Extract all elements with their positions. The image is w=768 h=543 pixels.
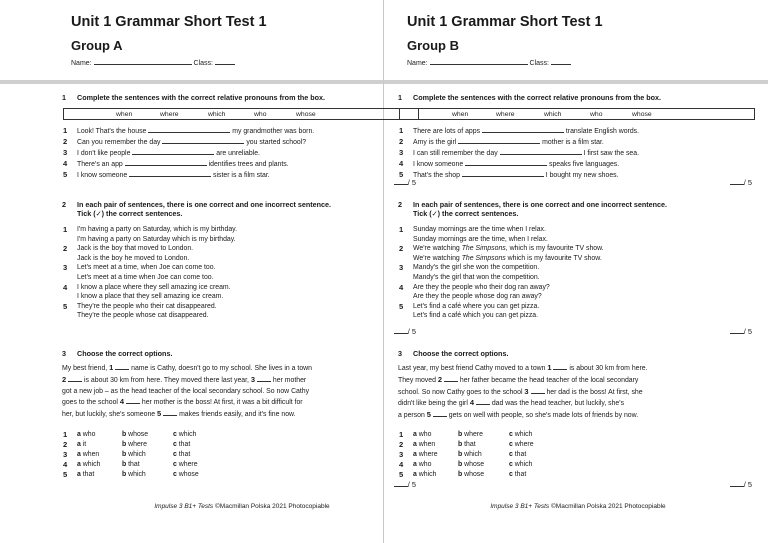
list-item: 3 I don't like people are unreliable.: [63, 148, 260, 157]
name-field[interactable]: [430, 58, 528, 65]
list-item[interactable]: 1 I'm having a party on Saturday, which is my birthday. I'm having a party on Saturday which is my birthday.: [63, 225, 237, 243]
name-field[interactable]: [94, 58, 192, 65]
option-a[interactable]: a which: [413, 471, 437, 478]
exercise-2-score: / 5: [730, 327, 752, 336]
list-item: 4 I know someone speaks five languages.: [399, 159, 620, 168]
exercise-3-instruction: 3 Choose the correct options.: [62, 349, 173, 358]
footer: Impulse 3 B1+ Tests ©Macmillan Polska 2021 Photocopiable: [490, 503, 666, 510]
option-row: 2 a when b that c where: [399, 440, 534, 449]
answer-gap[interactable]: [462, 170, 544, 177]
answer-gap[interactable]: [129, 170, 211, 177]
option-b[interactable]: b whose: [458, 461, 485, 468]
test-title: Unit 1 Grammar Short Test 1: [71, 14, 267, 30]
option-b[interactable]: b that: [458, 441, 476, 448]
option-c[interactable]: c where: [173, 461, 198, 468]
answer-gap[interactable]: [476, 398, 490, 405]
option-row: 5 a which b whose c that: [399, 470, 527, 479]
option-row: 3 a where b which c that: [399, 450, 527, 459]
list-item[interactable]: 1 Sunday mornings are the time when I relax. Sunday mornings are the time, when I relax.: [399, 225, 548, 243]
list-item: 5 I know someone sister is a film star.: [63, 170, 270, 179]
exercise-3-text: My best friend, 1 name is Cathy, doesn't go to my school. She lives in a town 2 is about 30 km from here. They moved there last year, 3 her mother got a new job – as the head teacher of the local secondary school. So now Cathy goes to the school 4 her mother is the boss! At first, it was a bit difficult for her, but luckily, she's someone 5 makes friends easily, and it's fine now.: [62, 363, 312, 419]
answer-gap[interactable]: [444, 375, 458, 382]
option-c[interactable]: c which: [509, 431, 533, 438]
exercise-2-pairs: [398, 225, 758, 321]
box-word: where: [160, 111, 179, 118]
option-a[interactable]: a that: [77, 471, 95, 478]
exercise-1-score: / 5: [394, 178, 416, 187]
answer-gap[interactable]: [482, 126, 564, 133]
box-word: where: [496, 111, 515, 118]
answer-gap[interactable]: [465, 159, 547, 166]
option-c[interactable]: c where: [509, 441, 534, 448]
class-field[interactable]: [551, 58, 571, 65]
option-row: 2 a it b where c that: [63, 440, 191, 449]
option-row: 1 a who b where c which: [399, 430, 533, 439]
box-word: whose: [632, 111, 652, 118]
test-group-a: [62, 0, 422, 543]
answer-gap[interactable]: [257, 375, 271, 382]
group-label: Group B: [407, 38, 459, 53]
footer: Impulse 3 B1+ Tests ©Macmillan Polska 2021 Photocopiable: [154, 503, 330, 510]
option-a[interactable]: a when: [77, 451, 100, 458]
option-a[interactable]: a when: [413, 441, 436, 448]
exercise-3-options: [62, 430, 262, 480]
list-item[interactable]: 5 Let's find a café where you can get pizza. Let's find a café which you can get pizza.: [399, 301, 540, 320]
option-row: 1 a who b whose c which: [63, 430, 197, 439]
option-c[interactable]: c which: [509, 461, 533, 468]
option-a[interactable]: a who: [413, 461, 432, 468]
box-word: which: [544, 111, 562, 118]
word-box: [399, 108, 755, 120]
list-item[interactable]: 4 I know a place where they sell amazing ice cream. I know a place that they sell amazing ice cream.: [63, 282, 231, 301]
exercise-3-score: / 5: [730, 480, 752, 489]
option-row: 5 a that b which c whose: [63, 470, 199, 479]
name-label: Name:: [407, 60, 428, 67]
option-a[interactable]: a which: [77, 461, 101, 468]
list-item[interactable]: 3 Let's meet at a time, when Joe can come too. Let's meet at a time when Joe can come too.: [63, 263, 216, 281]
answer-gap[interactable]: [115, 363, 129, 370]
list-item: 1 There are lots of apps translate English words.: [399, 126, 640, 135]
box-word: who: [590, 111, 603, 118]
exercise-1-score: / 5: [730, 178, 752, 187]
list-item: 4 There's an app identifies trees and plants.: [63, 159, 289, 168]
list-item[interactable]: 3 Mandy's the girl she won the competition. Mandy's the girl that won the competition.: [399, 263, 540, 281]
list-item[interactable]: 2 We're watching The Simpsons, which is my favourite TV show. We're watching The Simpsons which is my favourite TV show.: [399, 244, 604, 262]
class-field[interactable]: [215, 58, 235, 65]
box-word: who: [254, 111, 267, 118]
answer-gap[interactable]: [553, 363, 567, 370]
option-c[interactable]: c that: [509, 471, 527, 478]
list-item: 2 Can you remember the day you started school?: [63, 137, 307, 146]
list-item: 3 I can still remember the day I first saw the sea.: [399, 148, 640, 157]
exercise-2-score: / 5: [394, 327, 416, 336]
answer-gap[interactable]: [162, 137, 244, 144]
option-c[interactable]: c that: [509, 451, 527, 458]
name-label: Name:: [71, 60, 92, 67]
answer-gap[interactable]: [126, 397, 140, 404]
list-item[interactable]: 2 Jack is the boy that moved to London. Jack is the boy he moved to London.: [63, 244, 194, 262]
option-b[interactable]: b whose: [458, 471, 485, 478]
option-a[interactable]: a who: [413, 431, 432, 438]
exercise-1-instruction: 1 Complete the sentences with the correct relative pronouns from the box.: [398, 93, 662, 102]
list-item: 5 That's the shop I bought my new shoes.: [399, 170, 619, 179]
option-c[interactable]: c that: [173, 451, 191, 458]
option-a[interactable]: a where: [413, 451, 438, 458]
test-group-b: [398, 0, 758, 543]
option-a[interactable]: a who: [77, 431, 96, 438]
answer-gap[interactable]: [132, 148, 214, 155]
exercise-2-pairs: [62, 225, 422, 321]
option-b[interactable]: b which: [122, 451, 146, 458]
answer-gap[interactable]: [125, 159, 207, 166]
answer-gap[interactable]: [68, 375, 82, 382]
option-c[interactable]: c which: [173, 431, 197, 438]
exercise-1-items: [62, 126, 422, 181]
option-b[interactable]: b that: [122, 461, 140, 468]
student-details: [407, 58, 571, 67]
exercise-3-score: / 5: [394, 480, 416, 489]
answer-gap[interactable]: [163, 409, 177, 416]
option-row: 3 a when b which c that: [63, 450, 191, 459]
box-word: when: [116, 111, 133, 118]
exercise-3-text: Last year, my best friend Cathy moved to a town 1 is about 30 km from here. They moved 2 her father became the head teacher of the local secondary school. So now Cathy goes to the school 3 her dad is the boss! At first, she didn't like being the girl 4 dad was the head teacher, but luckily, she's a person 5 gets on well with people, so she's made lots of friends by now.: [398, 363, 648, 420]
exercise-2-instruction: 2 In each pair of sentences, there is one correct and one incorrect sentence. Tick (✓) the correct sentences.: [62, 200, 332, 219]
class-label: Class:: [529, 60, 549, 67]
option-b[interactable]: b whose: [122, 431, 149, 438]
option-b[interactable]: b where: [458, 431, 483, 438]
option-a[interactable]: a it: [77, 441, 87, 448]
list-item: 1 Look! That's the house my grandmother was born.: [63, 126, 315, 135]
list-item[interactable]: 4 Are they the people who their dog ran away? Are they the people whose dog ran away?: [399, 282, 550, 301]
option-b[interactable]: b which: [458, 451, 482, 458]
test-title: Unit 1 Grammar Short Test 1: [407, 14, 603, 30]
answer-gap[interactable]: [531, 387, 545, 394]
answer-gap[interactable]: [433, 410, 447, 417]
answer-gap[interactable]: [458, 137, 540, 144]
option-b[interactable]: b which: [122, 471, 146, 478]
answer-gap[interactable]: [148, 126, 230, 133]
class-label: Class:: [193, 60, 213, 67]
word-box: [63, 108, 419, 120]
option-c[interactable]: c that: [173, 441, 191, 448]
option-c[interactable]: c whose: [173, 471, 199, 478]
option-row: 4 a which b that c where: [63, 460, 198, 469]
exercise-3-options: [398, 430, 598, 480]
option-b[interactable]: b where: [122, 441, 147, 448]
exercise-3-instruction: 3 Choose the correct options.: [398, 349, 509, 358]
exercise-1-instruction: 1 Complete the sentences with the correct relative pronouns from the box.: [62, 93, 326, 102]
student-details: [71, 58, 235, 67]
option-row: 4 a who b whose c which: [399, 460, 533, 469]
box-word: whose: [296, 111, 316, 118]
box-word: which: [208, 111, 226, 118]
answer-gap[interactable]: [500, 148, 582, 155]
list-item[interactable]: 5 They're the people who their cat disappeared. They're the people whose cat disappeared.: [63, 301, 217, 320]
list-item: 2 Amy is the girl mother is a film star.: [399, 137, 604, 146]
exercise-2-instruction: 2 In each pair of sentences, there is one correct and one incorrect sentence. Tick (✓) the correct sentences.: [398, 200, 668, 219]
exercise-1-items: [398, 126, 758, 181]
group-label: Group A: [71, 38, 123, 53]
box-word: when: [452, 111, 469, 118]
